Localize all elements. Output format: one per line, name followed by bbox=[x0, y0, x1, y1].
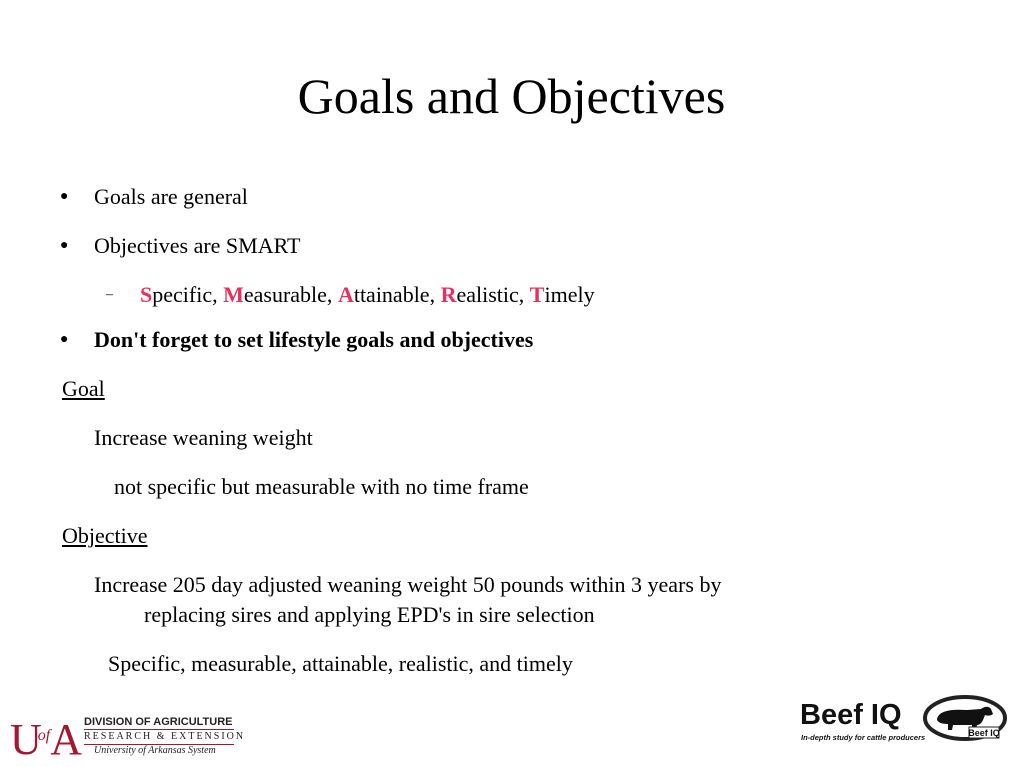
division-name: DIVISION OF AGRICULTURE bbox=[84, 716, 233, 728]
smart-letter-r: R bbox=[440, 282, 457, 307]
smart-letter-s: S bbox=[140, 282, 153, 307]
objective-text-line-2: replacing sires and applying EPD's in sire selection bbox=[144, 602, 595, 627]
bullet-goals-general: Goals are general bbox=[94, 184, 248, 209]
bullet-dot: ● bbox=[60, 238, 69, 253]
divider bbox=[84, 729, 234, 730]
smart-letter-m: M bbox=[223, 282, 244, 307]
slide-title: Goals and Objectives bbox=[297, 68, 726, 124]
goal-heading: Goal bbox=[62, 376, 105, 401]
bullet-objectives-smart: Objectives are SMART bbox=[94, 233, 301, 258]
beef-iq-badge-label: Beef IQ bbox=[968, 728, 1000, 738]
bullet-dot: ● bbox=[60, 332, 69, 347]
university-system-label: University of Arkansas System bbox=[94, 745, 216, 756]
beef-iq-logo bbox=[800, 694, 1008, 746]
smart-word-m: easurable, bbox=[243, 282, 338, 307]
cattle-badge-icon bbox=[923, 694, 1007, 744]
beef-iq-wordmark: Beef IQ bbox=[800, 699, 902, 731]
objective-note: Specific, measurable, attainable, realistic, and timely bbox=[108, 651, 573, 676]
beef-iq-tagline: In-depth study for cattle producers bbox=[801, 733, 926, 742]
bullet-lifestyle-goals: Don't forget to set lifestyle goals and objectives bbox=[94, 327, 534, 352]
smart-letter-t: T bbox=[529, 282, 545, 307]
smart-word-s: pecific, bbox=[152, 282, 224, 307]
smart-word-r: ealistic, bbox=[456, 282, 530, 307]
goal-note: not specific but measurable with no time frame bbox=[114, 474, 529, 499]
goal-text: Increase weaning weight bbox=[94, 425, 313, 450]
uark-division-logo bbox=[10, 714, 246, 764]
smart-letter-a: A bbox=[337, 282, 354, 307]
ua-monogram: $U^{of}A$ bbox=[10, 715, 79, 764]
objective-heading: Objective bbox=[62, 523, 148, 548]
smart-word-a: ttainable, bbox=[353, 282, 441, 307]
sub-bullet-dash: – bbox=[106, 287, 113, 302]
objective-text-line-1: Increase 205 day adjusted weaning weight 50 pounds within 3 years by bbox=[94, 572, 722, 597]
smart-expansion bbox=[140, 282, 595, 308]
smart-word-t: imely bbox=[544, 282, 595, 307]
bullet-dot: ● bbox=[60, 189, 69, 204]
research-extension-label: RESEARCH & EXTENSION bbox=[84, 731, 246, 742]
